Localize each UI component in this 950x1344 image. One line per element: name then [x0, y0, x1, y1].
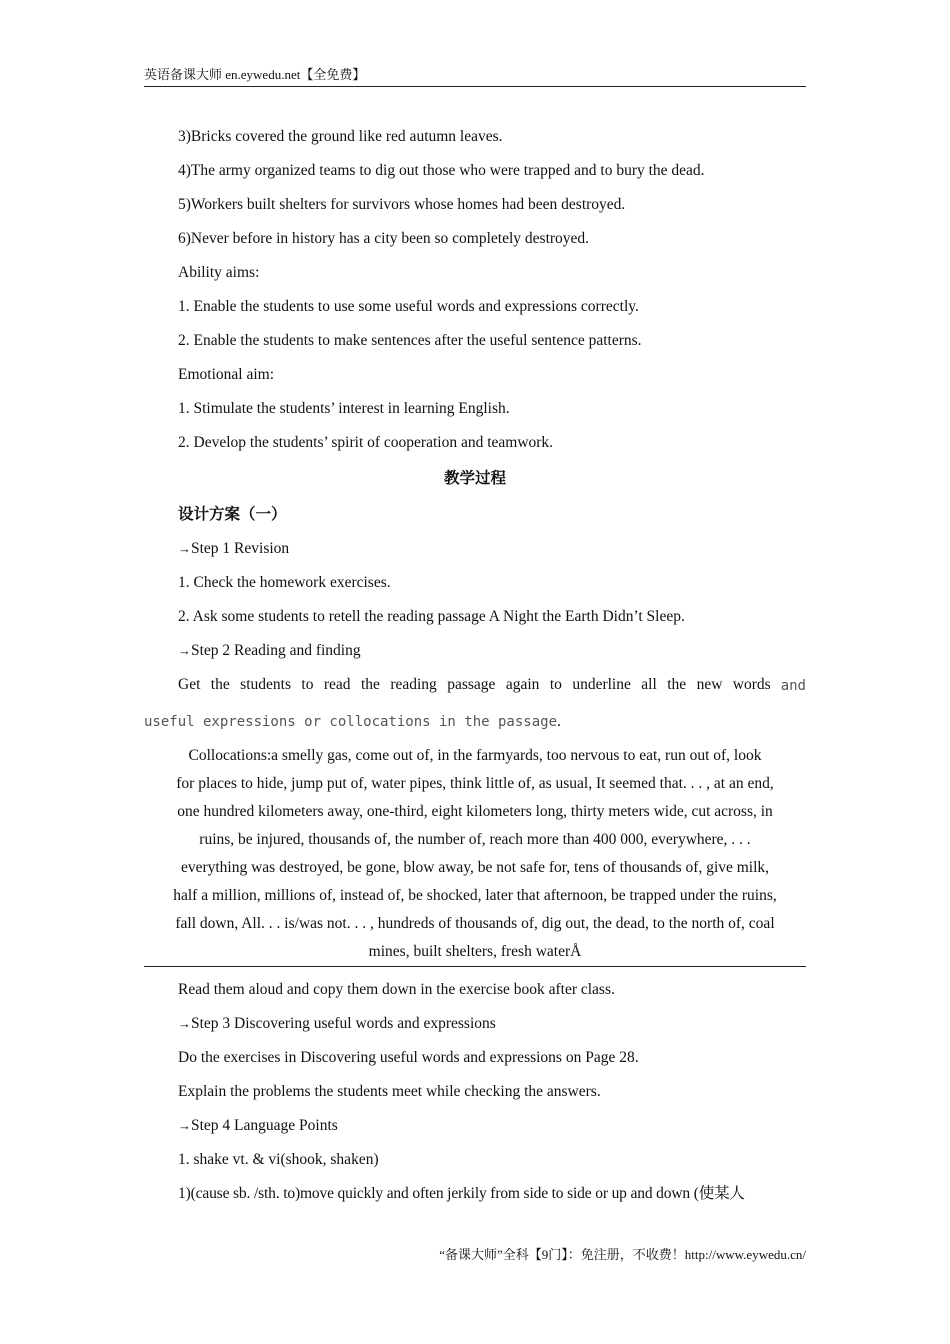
step2-paragraph-line1 [144, 668, 806, 704]
collocation-line: fall down, All. . . is/was not. . . , hundreds of thousands of, dig out, the dead, to the north of, coal [175, 915, 775, 932]
emotional-aim-label: Emotional aim: [178, 366, 274, 383]
step4-title: Step 4 Language Points [191, 1117, 338, 1134]
text-line: Explain the problems the students meet while checking the answers. [178, 1083, 601, 1100]
section-title: 教学过程 [443, 469, 506, 487]
step1-title: Step 1 Revision [191, 540, 290, 557]
collocation-line: mines, built shelters, fresh waterÅ [368, 943, 582, 960]
collocation-line: everything was destroyed, be gone, blow away, be not safe for, tens of thousands of, give milk, [180, 859, 770, 876]
collocation-line: one hundred kilometers away, one-third, eight kilometers long, thirty meters wide, cut across, in [177, 803, 773, 820]
step2-paragraph-line2 [144, 704, 806, 740]
text-line: 1. Enable the students to use some useful words and expressions correctly. [178, 298, 639, 315]
collocations-block [144, 740, 806, 967]
step4-heading [144, 1109, 806, 1143]
text-line: 4)The army organized teams to dig out those who were trapped and to bury the dead. [178, 162, 705, 179]
para-end: . [557, 713, 561, 730]
collocation-line: Collocations:a smelly gas, come out of, in the farmyards, too nervous to eat, run out of, look [188, 747, 762, 764]
para-text: Get the students to read the reading passage again to underline all the new words [178, 676, 771, 693]
collocation-line: ruins, be injured, thousands of, the number of, reach more than 400 000, everywhere, . . . [199, 831, 751, 848]
para-text-mono: useful expressions or collocations in the passage [144, 714, 558, 730]
text-line: 1)(cause sb. /sth. to)move quickly and often jerkily from side to side or up and down (使某人 [178, 1185, 745, 1202]
text-line: 5)Workers built shelters for survivors whose homes had been destroyed. [178, 196, 626, 213]
plan-title: 设计方案（一） [178, 505, 287, 523]
step2-heading [144, 634, 806, 668]
text-line: 2. Ask some students to retell the reading passage A Night the Earth Didn’t Sleep. [178, 608, 685, 625]
page-footer [439, 1246, 806, 1264]
arrow-icon: → [178, 541, 191, 556]
step3-title: Step 3 Discovering useful words and expressions [191, 1015, 496, 1032]
page-header [144, 66, 806, 87]
step2-title: Step 2 Reading and finding [191, 642, 361, 659]
text-line: 1. Stimulate the students’ interest in learning English. [178, 400, 510, 417]
text-line: 1. Check the homework exercises. [178, 574, 391, 591]
text-line: 6)Never before in history has a city been so completely destroyed. [178, 230, 590, 247]
text-line: Do the exercises in Discovering useful words and expressions on Page 28. [178, 1049, 639, 1066]
text-line: 2. Enable the students to make sentences after the useful sentence patterns. [178, 332, 642, 349]
document-body [144, 120, 806, 1211]
footer-text: “备课大师”全科【9门】：免注册，不收费！http://www.eywedu.cn/ [439, 1247, 806, 1262]
step3-heading [144, 1007, 806, 1041]
arrow-icon: → [178, 1016, 191, 1031]
text-line: 3)Bricks covered the ground like red autumn leaves. [178, 128, 503, 145]
collocation-line: for places to hide, jump put of, water pipes, think little of, as usual, It seemed that. . . , at an end, [176, 775, 774, 792]
para-tail: and [780, 678, 806, 694]
step1-heading [144, 532, 806, 566]
text-line: 2. Develop the students’ spirit of cooperation and teamwork. [178, 434, 554, 451]
text-line: Read them aloud and copy them down in the exercise book after class. [178, 981, 615, 998]
collocation-line: half a million, millions of, instead of, be shocked, later that afternoon, be trapped under the ruins, [173, 887, 777, 904]
text-line: 1. shake vt. & vi(shook, shaken) [178, 1151, 379, 1168]
ability-aims-label: Ability aims: [178, 264, 260, 281]
arrow-icon: → [178, 643, 191, 658]
arrow-icon: → [178, 1118, 191, 1133]
header-text: 英语备课大师 en.eywedu.net【全免费】 [144, 67, 366, 82]
